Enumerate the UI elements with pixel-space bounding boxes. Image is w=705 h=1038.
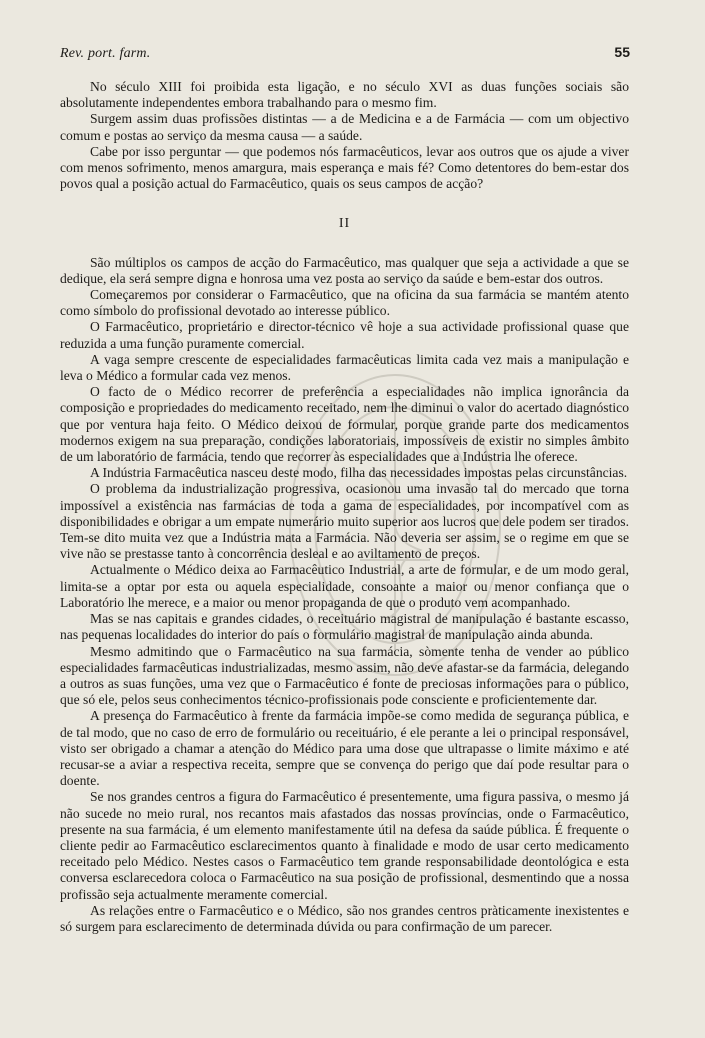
paragraph: A presença do Farmacêutico à frente da farmácia impõe-se como medida de segurança pública, e de tal modo, que no caso de erro de formulário ou receituário, é ele perante a lei o principal responsável, visto ser obrigado a chamar a atenção do Médico para uma dose que ultrapasse o limite máximo e até recusar-se a aviar a respectiva receita, sempre que se convença do perigo que daí pode resultar para o doente. [60,708,629,789]
paragraph: O facto de o Médico recorrer de preferência a especialidades não implica ignorância da composição e propriedades do medicamento receitado, nem lhe diminui o valor do acertado diagnóstico que por ventura haja feito. O Médico deixou de formular, porque grande parte dos medicamentos modernos exigem na sua preparação, condições laboratoriais, impossíveis de existir no simples âmbito de um laboratório de farmácia, tendo que recorrer às especialidades que a Indústria lhe oferece. [60,384,629,465]
paragraph: Começaremos por considerar o Farmacêutico, que na oficina da sua farmácia se mantém atento como símbolo do profissional devotado ao interesse público. [60,287,629,319]
paragraph: No século XIII foi proibida esta ligação, e no século XVI as duas funções sociais são absolutamente independentes embora trabalhando para o mesmo fim. [60,79,629,111]
article-body [60,79,629,935]
paragraph: Se nos grandes centros a figura do Farmacêutico é presentemente, uma figura passiva, o mesmo já não sucede no meio rural, nos recantos mais afastados das nossas províncias, onde o Farmacêutico, presente na sua farmácia, é um elemento manifestamente útil na defesa da saúde pública. É frequente o cliente pedir ao Farmacêutico esclarecimentos quanto à finalidade e modo de usar certo medicamento receitado pelo Médico. Nestes casos o Farmacêutico tem grande responsabilidade deontológica e esta conversa esclarecedora coloca o Farmacêutico na sua posição de profissional, desmentindo que a nossa profissão seja actualmente meramente comercial. [60,789,629,902]
paragraph: O problema da industrialização progressiva, ocasionou uma invasão tal do mercado que torna impossível a existência nas farmácias de toda a gama de especialidades, por incompatível com as disponibilidades e obrigar a um empate numerário muito superior aos lucros que dele podem ser tirados. Tem-se dito muita vez que a Indústria mata a Farmácia. Não deveria ser assim, se o regime em que se vive não se prestasse tanto à concorrência desleal e ao aviltamento de preços. [60,481,629,562]
paragraph: A vaga sempre crescente de especialidades farmacêuticas limita cada vez mais a manipulação e leva o Médico a formular cada vez menos. [60,351,629,384]
paragraph: Cabe por isso perguntar — que podemos nós farmacêuticos, levar aos outros que os ajude a viver com menos sofrimento, menos amargura, mais esperança e mais fé? Como detentores do bem-estar dos povos qual a posição actual do Farmacêutico, quais os seus campos de acção? [60,143,629,192]
paragraph: Surgem assim duas profissões distintas — a de Medicina e a de Farmácia — com um objectivo comum e postas ao serviço da mesma causa — a saúde. [60,111,629,143]
paragraph: Actualmente o Médico deixa ao Farmacêutico Industrial, a arte de formular, e de um modo geral, limita-se a optar por esta ou aquela especialidade, consoante a maior ou menor confiança que o Laboratório lhe merece, e a maior ou menor propaganda de que o produto vem acompanhado. [60,562,629,610]
running-head [60,44,630,62]
paragraph: São múltiplos os campos de acção do Farmacêutico, mas qualquer que seja a actividade a que se dedique, ela será sempre digna e honrosa uma vez posta ao serviço da saúde e bem-estar dos outros. [60,254,629,286]
journal-title: Rev. port. farm. [60,46,151,61]
section-heading: II [338,216,351,232]
paragraph: Mas se nas capitais e grandes cidades, o receituário magistral de manipulação é bastante escasso, nas pequenas localidades do interior do país o formulário magistral de manipulação ainda abunda. [60,611,629,643]
paragraph: O Farmacêutico, proprietário e director-técnico vê hoje a sua actividade profissional quase que reduzida a uma função puramente comercial. [60,319,629,351]
page-number: 55 [614,44,630,60]
paragraph: Mesmo admitindo que o Farmacêutico na sua farmácia, sòmente tenha de vender ao público especialidades farmacêuticas industrializadas, mesmo assim, não deve afastar-se da farmácia, delegando a outros as suas funções, uma vez que o Farmacêutico é fonte de preciosas informações para o público, que só ele, pelos seus conhecimentos técnico-profissionais pode consciente e proficientemente dar. [60,643,629,708]
paragraph: A Indústria Farmacêutica nasceu deste modo, filha das necessidades impostas pelas circunstâncias. [90,465,628,481]
paragraph: As relações entre o Farmacêutico e o Médico, são nos grandes centros pràticamente inexistentes e só surgem para esclarecimento de determinada dúvida ou para confirmação de um parecer. [60,902,629,934]
